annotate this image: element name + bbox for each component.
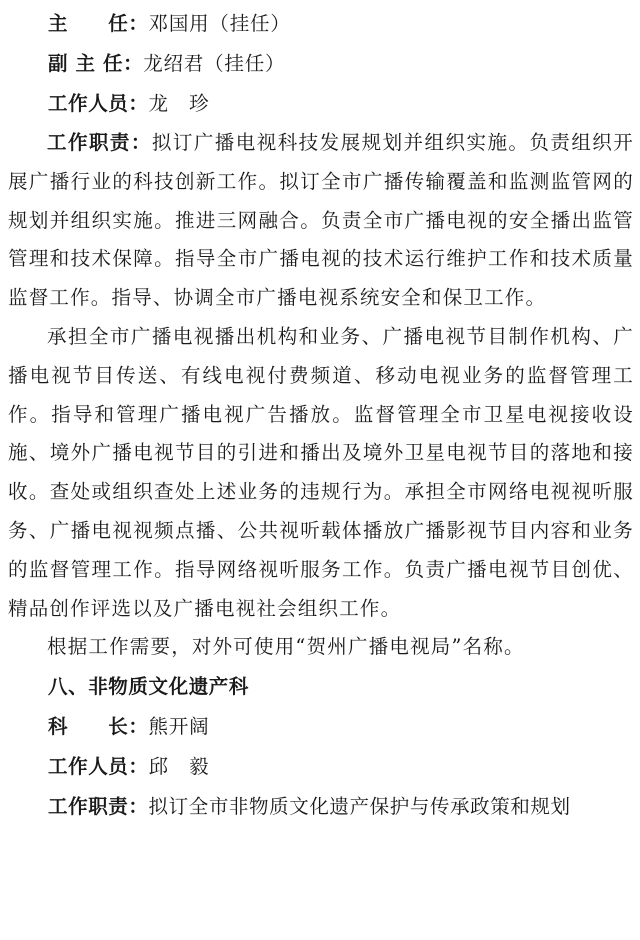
staff-row: [8, 84, 634, 124]
deputy-director-row: [8, 44, 634, 84]
responsibility-paragraph: 承担全市广播电视播出机构和业务、广播电视节目制作机构、广播电视节目传送、有线电视付费频道、移动电视业务的监督管理工作。指导和管理广播电视广告播放。监督管理全市卫星电视接收设施、境外广播电视节目的引进和播出及境外卫星电视节目的落地和接收。查处或组织查处上述业务的违规行为。承担全市网络电视视听服务、广播电视视频点播、公共视听载体播放广播影视节目内容和业务的监督管理工作。指导网络视听服务工作。负责广播电视节目创优、精品创作评选以及广播电视社会组织工作。: [8, 324, 634, 620]
chief-row: [8, 707, 634, 747]
section-heading: 八、非物质文化遗产科: [48, 675, 250, 699]
chief-value: 熊开阔: [148, 715, 210, 739]
section8-staff-value: 邱 毅: [148, 755, 210, 779]
director-value: 邓国用（挂任）: [148, 12, 291, 35]
section8-duty-row: [8, 787, 634, 827]
external-name-paragraph: 根据工作需要，对外可使用“贺州广播电视局”名称。: [47, 635, 525, 659]
section8-staff-row: [8, 747, 634, 787]
section8-staff-label: 工作人员：: [48, 755, 149, 779]
director-row: [8, 4, 634, 44]
duty-text: 拟订广播电视科技发展规划并组织实施。负责组织开展广播行业的科技创新工作。拟订全市广播传输覆盖和监测监管网的规划并组织实施。推进三网融合。负责全市广播电视的安全播出监管管理和技术保障。指导全市广播电视的技术运行维护工作和技术质量监督工作。指导、协调全市广播电视系统安全和保卫工作。: [8, 131, 634, 310]
duty-paragraph: [8, 124, 634, 318]
deputy-director-label: 副 主 任：: [48, 52, 144, 75]
duty-label: 工作职责：: [47, 131, 152, 154]
staff-label: 工作人员：: [48, 92, 149, 115]
director-label: 主 任：: [48, 12, 149, 35]
section8-duty-label: 工作职责：: [48, 795, 149, 819]
chief-label: 科 长：: [48, 715, 149, 739]
section8-duty-text: 拟订全市非物质文化遗产保护与传承政策和规划: [148, 795, 571, 819]
staff-value: 龙 珍: [148, 92, 210, 115]
deputy-director-value: 龙绍君（挂任）: [143, 52, 286, 75]
